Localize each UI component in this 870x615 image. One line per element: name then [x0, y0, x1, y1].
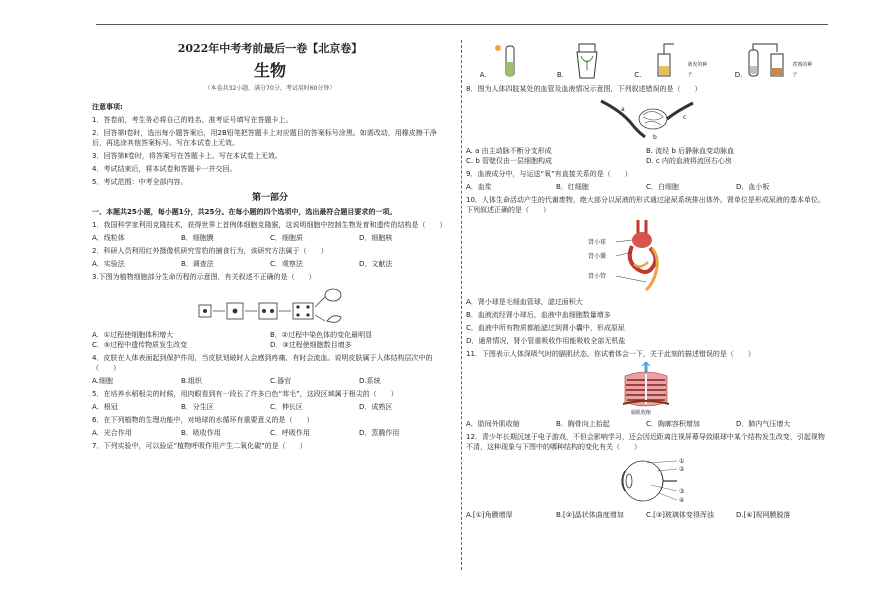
q2-stem: 2．科研人员利用红外摄像机研究雪豹的捕食行为，该研究方法属于（ ） — [92, 247, 328, 255]
part-instruction: 一、本题共25小题，每小题1分，共25分。在每小题的四个选项中，选出最符合题目要求的一项。 — [92, 208, 397, 216]
column-divider — [461, 40, 462, 570]
option: B．调查法 — [181, 260, 214, 268]
option: B.组织 — [181, 377, 203, 385]
option: A.[①]角膜增厚 — [466, 511, 513, 519]
eye-label: ① — [679, 458, 685, 465]
option-letter: D. — [734, 71, 743, 79]
option: D．血小板 — [736, 183, 770, 191]
option: C．细胞质 — [270, 234, 303, 242]
note-item: 4．考试结束后，将本试卷和答题卡一并交回。 — [92, 165, 237, 173]
exam-title: 2022年中考考前最后一卷【北京卷】 — [177, 42, 363, 55]
plant-bag-icon — [567, 40, 607, 80]
q4-options — [92, 376, 448, 386]
vessel-label: b — [653, 134, 657, 141]
option: C．白细胞 — [646, 183, 679, 191]
option: C．呼吸作用 — [270, 429, 310, 437]
nephron-label: 肾小囊 — [588, 253, 607, 260]
option: A. a 由主动脉不断分支形成 — [466, 147, 552, 155]
nephron-label: 肾小球 — [588, 239, 607, 246]
q8-stem: 8．图为人体四肢某处的血管及血液情况示意图，下列叙述错误的是（ ） — [466, 85, 702, 93]
diaphragm-label: 膈肌收缩 — [631, 410, 652, 416]
left-column — [92, 36, 448, 454]
vessel-label: c — [683, 114, 687, 121]
option: A．线粒体 — [92, 234, 125, 242]
option: C．观察法 — [270, 260, 303, 268]
option: B.[②]晶状体曲度增加 — [556, 511, 624, 519]
q11-options — [466, 419, 826, 429]
option: D．肺内气压增大 — [736, 420, 791, 428]
apparatus-icon — [745, 40, 789, 80]
eye-label: ④ — [679, 497, 685, 504]
option: D．通常情况，肾小管重吸收作用能吸收全部无机盐 — [466, 337, 626, 345]
option: C.[③]玻璃体变得浑浊 — [646, 511, 714, 519]
nephron-label: 肾小管 — [588, 273, 607, 280]
option: C．⑤过程中遗传物质发生改变 — [92, 341, 188, 349]
q3-options — [92, 330, 448, 350]
option: D．成熟区 — [359, 403, 393, 411]
right-column — [466, 36, 826, 523]
q12-options — [466, 510, 826, 520]
option: B．胸骨向上抬起 — [556, 420, 610, 428]
q3-stem: 3.下图为植物细胞部分生命历程的示意图，有关叙述不正确的是（ ） — [92, 273, 316, 281]
option: B．血液流经肾小球后，血液中血细胞数量增多 — [466, 311, 611, 319]
q1-stem: 1．我国科学家利用克隆技术，获得世界上首例体细胞克隆猴，这说明细胞中控制生物发育和遗传的结构是（ ） — [92, 221, 447, 229]
note-item: 1．答卷前，考生务必将自己的姓名、准考证号填写在答题卡上。 — [92, 116, 293, 124]
q8-options — [466, 146, 826, 166]
q1-options — [92, 233, 448, 243]
option: A．根冠 — [92, 403, 118, 411]
option: B．吸收作用 — [181, 429, 221, 437]
q7-option-a — [480, 40, 530, 80]
option: B．分生区 — [181, 403, 214, 411]
note-item: 5．考试范围：中考全部内容。 — [92, 178, 188, 186]
q11-stem: 11．下图表示人体深吸气时的膈肌状态，你试着体会一下，关于此刻的描述错误的是（ ） — [466, 350, 755, 358]
cell-division-figure — [92, 285, 448, 327]
eye-figure — [466, 455, 826, 507]
note-item: 2．回答第Ⅰ卷时，选出每小题答案后，用2B铅笔把答题卡上对应题目的答案标号涂黑。如需改动，用橡皮擦干净后，再选涂其他答案标号。写在本试卷上无效。 — [92, 129, 437, 147]
nephron-figure — [466, 218, 826, 294]
option: D．细胞核 — [359, 234, 393, 242]
q7-figures — [466, 36, 826, 80]
q4-stem: 4．皮肤在人体表面起到保护作用，当皮肤划破时人会感到疼痛，有时会流血。说明皮肤属于人体结构层次中的（ ） — [92, 354, 433, 372]
option-letter: A. — [479, 71, 487, 79]
option: B．②过程中染色体的变化最明显 — [270, 331, 373, 339]
q9-options — [466, 182, 826, 192]
option: D.[④]视网膜脱落 — [736, 511, 791, 519]
q10-stem: 10．人体生命活动产生的代谢废物，绝大部分以尿液的形式通过泌尿系统排出体外。肾单位是形成尿液的基本单位。下列叙述正确的是（ ） — [466, 196, 825, 214]
option: D．文献法 — [359, 260, 393, 268]
lit-test-tube-icon — [490, 40, 530, 80]
vessel-label: a — [621, 106, 625, 113]
q2-options — [92, 259, 448, 269]
q7-option-d — [735, 40, 813, 80]
header-rule — [96, 24, 828, 25]
eye-label: ③ — [679, 488, 685, 495]
option: A．光合作用 — [92, 429, 132, 437]
notes-heading: 注意事项: — [92, 103, 123, 111]
option: C．胸廓容积增加 — [646, 420, 700, 428]
option: A．①过程使细胞体积增大 — [92, 331, 174, 339]
option-letter: B. — [556, 71, 564, 79]
q12-stem: 12．青少年长期沉迷于电子游戏，不但会影响学习，还会因近距离注视屏幕导致眼球中某个结构发生改变，引起视物不清，这种现象与下图中的哪种结构的变化有关（ ） — [466, 433, 825, 451]
q7-option-b — [557, 40, 607, 80]
seed-jar-icon — [644, 40, 684, 80]
blood-vessel-figure — [466, 97, 826, 143]
subject-title: 生物 — [253, 61, 286, 80]
q7-option-c — [634, 40, 707, 80]
q5-options — [92, 402, 448, 412]
option: D. c 内的血液将流回右心房 — [646, 157, 732, 165]
option: A．肾小球是毛细血管球，滤过面积大 — [466, 298, 583, 306]
option: C．血液中所有物质都能滤过到肾小囊中，形成原尿 — [466, 324, 625, 332]
option: D.系统 — [359, 377, 381, 385]
note-item: 3．回答第Ⅱ卷时，将答案写在答题卡上。写在本试卷上无效。 — [92, 152, 282, 160]
q7-stem: 7．下列实验中，可以验证“植物呼吸作用产生二氧化碳”的是（ ） — [92, 442, 307, 450]
exam-subnote: （本卷共32小题，满分70分，考试用时60分钟） — [204, 85, 336, 92]
option: A．肋间外肌收缩 — [466, 420, 520, 428]
ribcage-figure — [466, 362, 826, 416]
option: C. b 管壁仅由一层细胞构成 — [466, 157, 553, 165]
option: B．细胞膜 — [181, 234, 214, 242]
option: C．伸长区 — [270, 403, 303, 411]
q6-options — [92, 428, 448, 438]
option: A．血浆 — [466, 183, 492, 191]
option: B. 流经 b 后静脉血变动脉血 — [646, 147, 735, 155]
option: D．③过程使细胞数目增多 — [270, 341, 352, 349]
eye-label: ② — [679, 466, 685, 473]
option-letter: C. — [634, 71, 642, 79]
option: A.细胞 — [92, 377, 113, 385]
option: A．实验法 — [92, 260, 125, 268]
option: C.器官 — [270, 377, 292, 385]
fig-label: 煮熟的种子 — [792, 62, 813, 78]
q5-stem: 5．在培养水稻根尖的时候，用肉眼看到有一段长了许多白色“茸毛”，这段区域属于根尖的（ ） — [92, 390, 398, 398]
option: D．蒸腾作用 — [359, 429, 400, 437]
q6-stem: 6．在下列植物的生理功能中，对地球的水循环有重要意义的是（ ） — [92, 416, 314, 424]
q9-stem: 9．血液成分中，与运送“氧”有直接关系的是（ ） — [466, 170, 632, 178]
option: B．红细胞 — [556, 183, 589, 191]
fig-label: 萌发的种子 — [687, 62, 708, 78]
part-title: 第一部分 — [251, 193, 288, 203]
